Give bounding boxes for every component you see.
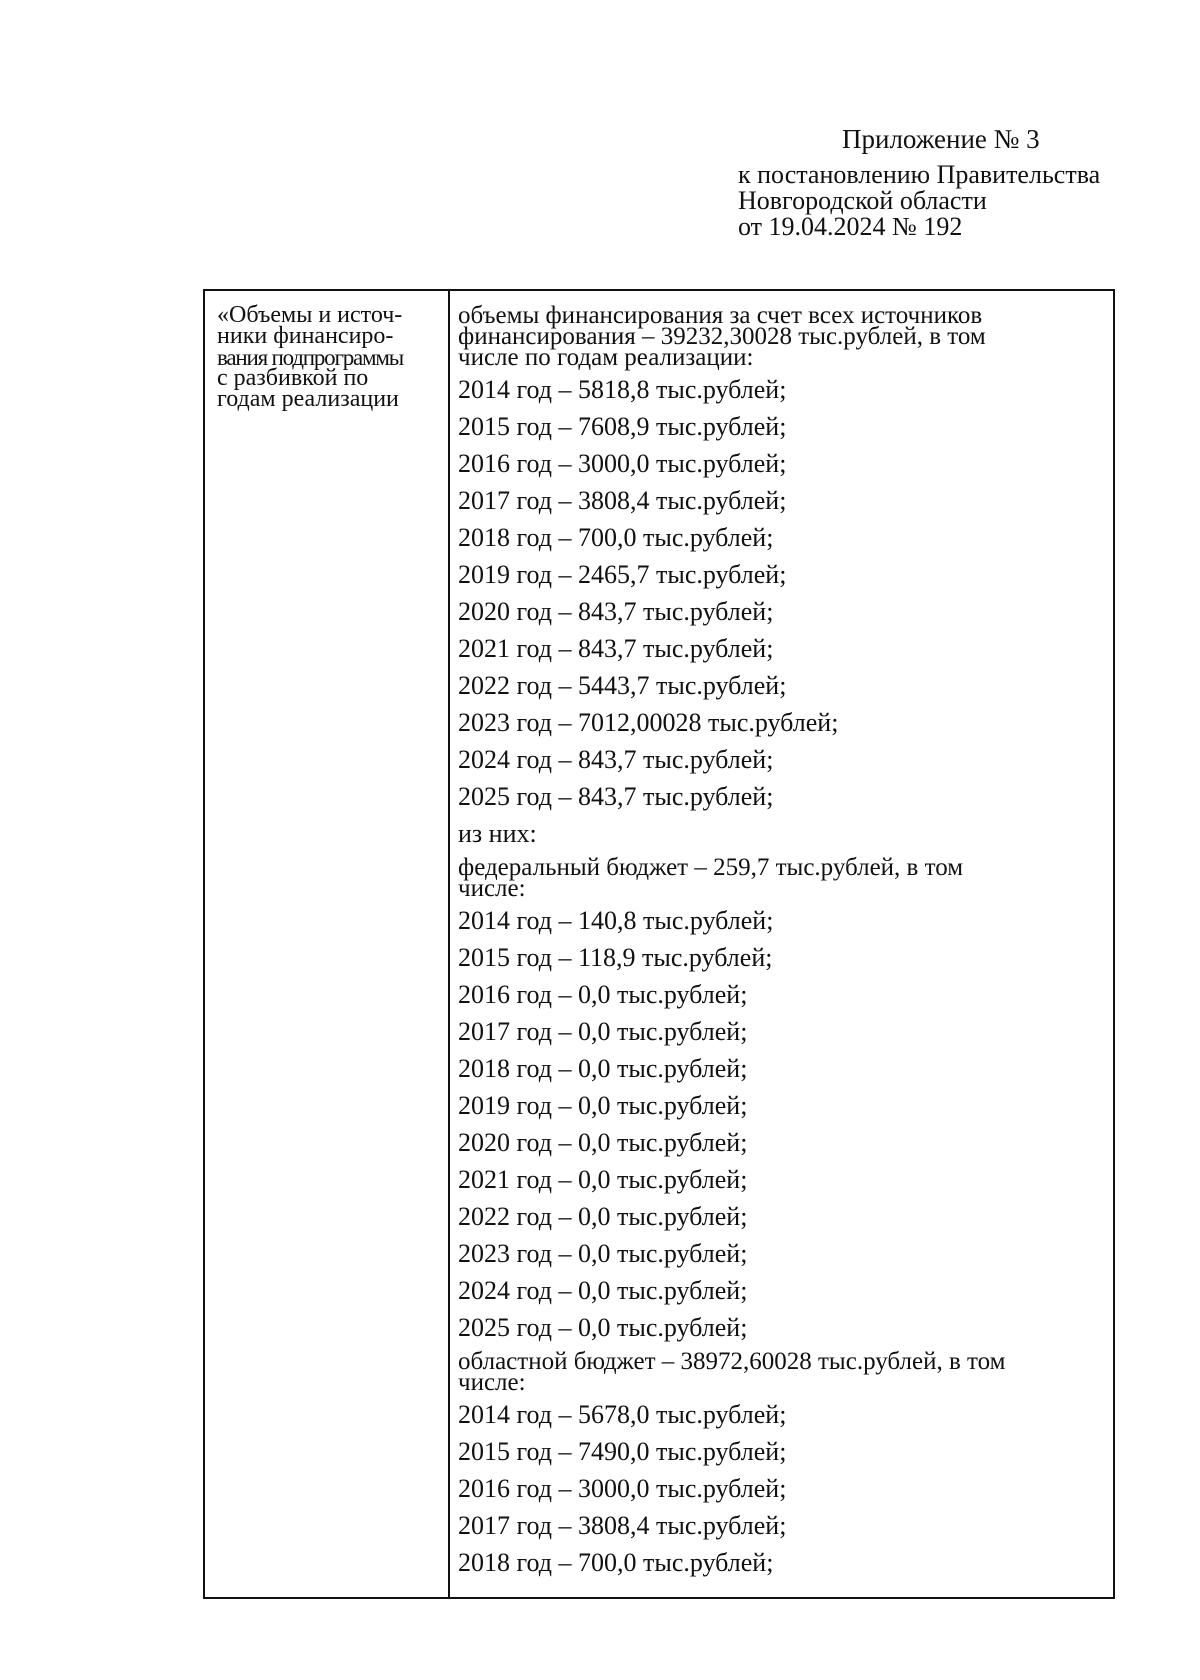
federal-year-row: 2025 год – 0,0 тыс.рублей; — [458, 1313, 748, 1342]
total-year-row: 2023 год – 7012,00028 тыс.рублей; — [458, 708, 839, 737]
of-them-label: из них: — [458, 819, 537, 848]
federal-intro-line: федеральный бюджет – 259,7 тыс.рублей, в том — [458, 854, 964, 881]
regional-year-row: 2014 год – 5678,0 тыс.рублей; — [458, 1400, 787, 1429]
regional-intro-line: областной бюджет – 38972,60028 тыс.рублей, в том — [458, 1348, 1006, 1375]
federal-year-row: 2015 год – 118,9 тыс.рублей; — [458, 943, 773, 972]
resolution-line-2: Новгородской области — [738, 186, 987, 215]
passport-table — [203, 289, 1115, 1599]
federal-year-row: 2024 год – 0,0 тыс.рублей; — [458, 1276, 748, 1305]
federal-intro-line: числе: — [458, 875, 526, 902]
table-right-cell — [450, 291, 1113, 1597]
federal-year-row: 2023 год – 0,0 тыс.рублей; — [458, 1239, 748, 1268]
intro-line: числе по годам реализации: — [458, 344, 754, 371]
table-left-cell — [205, 291, 450, 1597]
left-cell-line: годам реализации — [217, 386, 399, 412]
regional-by-year-list — [458, 1399, 1105, 1578]
federal-year-row: 2016 год – 0,0 тыс.рублей; — [458, 980, 748, 1009]
regional-year-row: 2016 год – 3000,0 тыс.рублей; — [458, 1474, 787, 1503]
federal-year-row: 2020 год – 0,0 тыс.рублей; — [458, 1128, 748, 1157]
total-year-row: 2014 год – 5818,8 тыс.рублей; — [458, 375, 787, 404]
total-year-row: 2019 год – 2465,7 тыс.рублей; — [458, 560, 787, 589]
regional-intro-line: числе: — [458, 1369, 526, 1396]
total-year-row: 2018 год – 700,0 тыс.рублей; — [458, 523, 774, 552]
total-year-row: 2021 год – 843,7 тыс.рублей; — [458, 634, 774, 663]
federal-year-row: 2022 год – 0,0 тыс.рублей; — [458, 1202, 748, 1231]
federal-year-row: 2014 год – 140,8 тыс.рублей; — [458, 906, 774, 935]
left-cell-line: с разбивкой по — [217, 365, 369, 391]
intro-line: финансирования – 39232,30028 тыс.рублей, в том — [458, 323, 986, 350]
annex-header — [738, 126, 1178, 240]
federal-intro — [458, 854, 1105, 902]
regional-year-row: 2017 год – 3808,4 тыс.рублей; — [458, 1511, 787, 1540]
total-year-row: 2015 год – 7608,9 тыс.рублей; — [458, 412, 787, 441]
total-year-row: 2024 год – 843,7 тыс.рублей; — [458, 745, 774, 774]
regional-intro — [458, 1348, 1105, 1396]
resolution-line-1: к постановлению Правительства — [738, 160, 1101, 189]
total-year-row: 2020 год – 843,7 тыс.рублей; — [458, 597, 774, 626]
regional-year-row: 2015 год – 7490,0 тыс.рублей; — [458, 1437, 787, 1466]
total-year-row: 2022 год – 5443,7 тыс.рублей; — [458, 671, 787, 700]
regional-year-row: 2018 год – 700,0 тыс.рублей; — [458, 1548, 774, 1577]
annex-title: Приложение № 3 — [842, 124, 1040, 154]
left-cell-line: ники финансиро- — [217, 323, 394, 349]
resolution-line-3: от 19.04.2024 № 192 — [738, 212, 963, 241]
intro-line: объемы финансирования за счет всех источников — [458, 302, 983, 329]
total-year-row: 2016 год – 3000,0 тыс.рублей; — [458, 449, 787, 478]
total-by-year-list — [458, 374, 1105, 812]
federal-by-year-list — [458, 905, 1105, 1343]
left-cell-line: вания подпрограммы — [217, 345, 403, 370]
federal-year-row: 2018 год – 0,0 тыс.рублей; — [458, 1054, 748, 1083]
total-year-row: 2025 год – 843,7 тыс.рублей; — [458, 782, 774, 811]
left-cell-line: «Объемы и источ- — [217, 302, 403, 328]
federal-year-row: 2019 год – 0,0 тыс.рублей; — [458, 1091, 748, 1120]
federal-year-row: 2021 год – 0,0 тыс.рублей; — [458, 1165, 748, 1194]
federal-year-row: 2017 год – 0,0 тыс.рублей; — [458, 1017, 748, 1046]
total-year-row: 2017 год – 3808,4 тыс.рублей; — [458, 486, 787, 515]
